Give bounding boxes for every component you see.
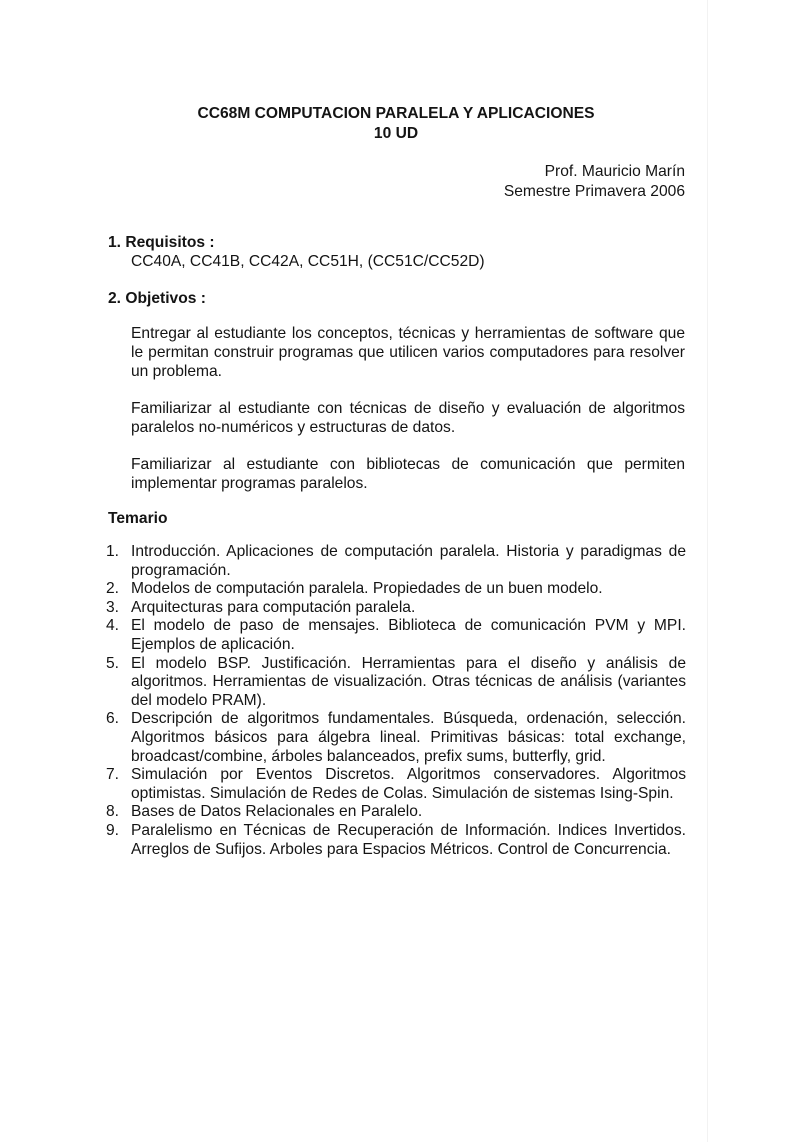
temario-item: 9. Paralelismo en Técnicas de Recuperación de Información. Indices Invertidos. Arreglos de Sufijos. Arboles para Espacios Métricos. Control de Concurrencia. [106, 821, 686, 858]
course-title-line2: 10 UD [373, 125, 419, 142]
objetivo-paragraph: Familiarizar al estudiante con técnicas de diseño y evaluación de algoritmos paralelos no-numéricos y estructuras de datos. [131, 400, 685, 436]
requisitos-courses: CC40A, CC41B, CC42A, CC51H, (CC51C/CC52D) [131, 253, 485, 270]
scan-edge-line [707, 0, 708, 1142]
temario-list [106, 543, 686, 859]
temario-item: 4. El modelo de paso de mensajes. Biblioteca de comunicación PVM y MPI. Ejemplos de aplicación. [106, 617, 686, 653]
temario-item: 5. El modelo BSP. Justificación. Herramientas para el diseño y análisis de algoritmos. Herramientas de visualización. Otras técnicas de análisis (variantes del modelo PRAM). [106, 654, 686, 709]
professor-block [504, 162, 685, 202]
objetivo-paragraph: Entregar al estudiante los conceptos, técnicas y herramientas de software que le permitan construir programas que utilicen varios computadores para resolver un problema. [131, 325, 685, 380]
temario-item: 3. Arquitecturas para computación paralela. [106, 598, 416, 616]
professor-name: Prof. Mauricio Marín [544, 163, 685, 180]
course-title-line1: CC68M COMPUTACION PARALELA Y APLICACIONES [197, 105, 595, 122]
objetivo-paragraph: Familiarizar al estudiante con bibliotecas de comunicación que permiten implementar programas paralelos. [131, 456, 685, 492]
requisitos-heading: 1. Requisitos : [108, 234, 215, 251]
temario-item: 2. Modelos de computación paralela. Propiedades de un buen modelo. [106, 580, 603, 598]
temario-item: 8. Bases de Datos Relacionales en Paralelo. [106, 803, 423, 821]
temario-item: 6. Descripción de algoritmos fundamentales. Búsqueda, ordenación, selección. Algoritmos básicos para álgebra lineal. Primitivas básicas: total exchange, broadcast/combine, árboles balanceados, prefix sums, butterfly, grid. [106, 710, 686, 765]
semester: Semestre Primavera 2006 [503, 183, 685, 200]
objetivos-heading: 2. Objetivos : [108, 290, 206, 307]
course-title [0, 104, 800, 144]
temario-heading: Temario [108, 510, 168, 527]
temario-item: 7. Simulación por Eventos Discretos. Algoritmos conservadores. Algoritmos optimistas. Simulación de Redes de Colas. Simulación de sistemas Ising-Spin. [106, 766, 686, 802]
temario-item: 1. Introducción. Aplicaciones de computación paralela. Historia y paradigmas de programación. [106, 543, 686, 579]
